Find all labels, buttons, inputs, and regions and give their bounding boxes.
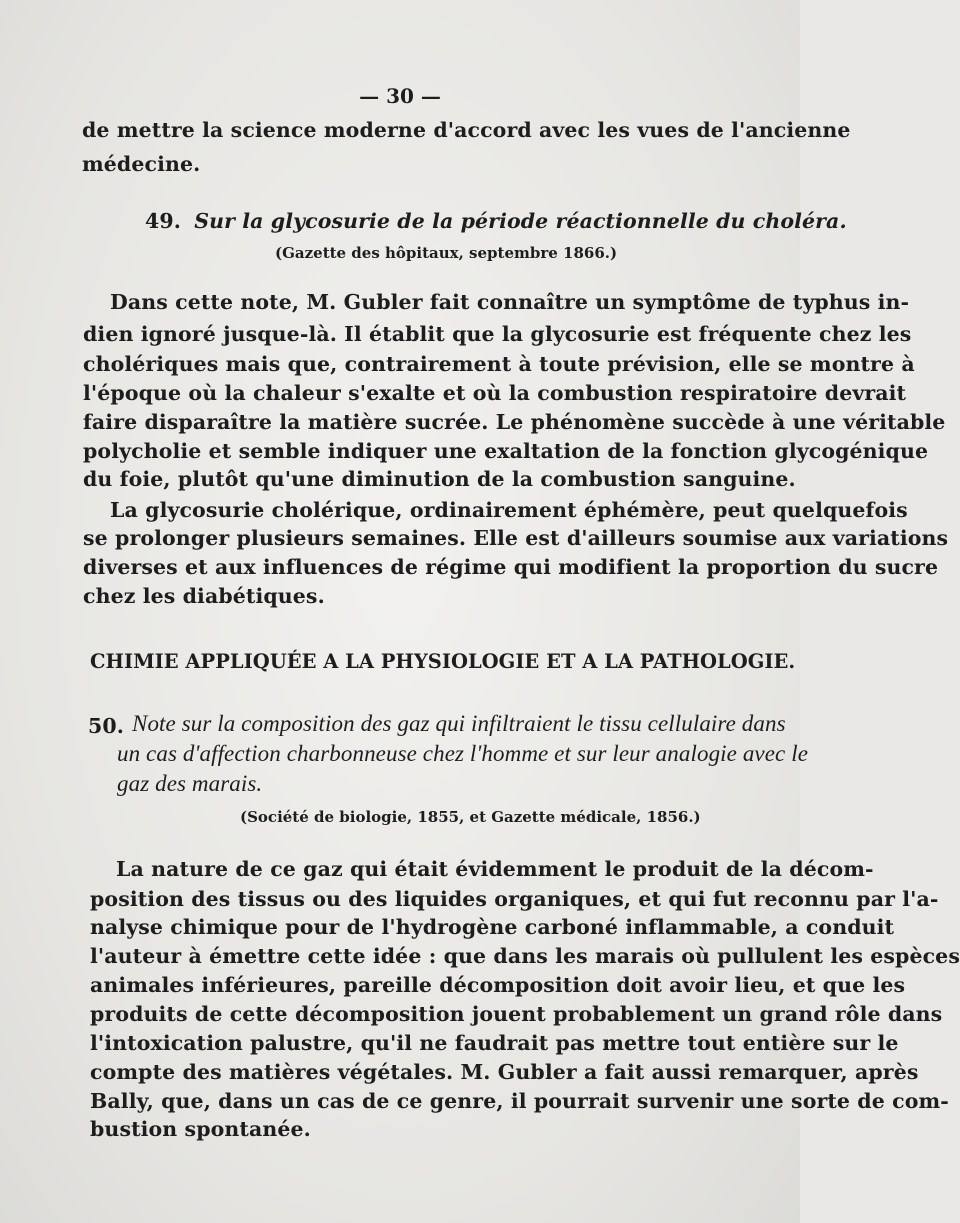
entry-50-paragraph-line: position des tissus ou des liquides organiques, et qui fut reconnu par l'a-	[90, 887, 939, 911]
entry-50-paragraph-line: compte des matières végétales. M. Gubler a fait aussi remarquer, après	[90, 1060, 919, 1084]
entry-49-source: (Gazette des hôpitaux, septembre 1866.)	[275, 244, 618, 262]
entry-49-p1-line: faire disparaître la matière sucrée. Le phénomène succède à une véritable	[83, 410, 946, 434]
entry-50-number: 50.	[88, 714, 124, 738]
entry-50-title-line: Note sur la composition des gaz qui infiltraient le tissu cellulaire dans	[132, 711, 786, 736]
entry-49-p2-line: diverses et aux influences de régime qui modifient la proportion du sucre	[83, 555, 939, 579]
entry-49-p1-line: cholériques mais que, contrairement à toute prévision, elle se montre à	[83, 352, 915, 376]
entry-49-p1-line: du foie, plutôt qu'une diminution de la combustion sanguine.	[83, 467, 796, 491]
entry-50-paragraph-line: l'auteur à émettre cette idée : que dans les marais où pullulent les espèces	[90, 944, 960, 968]
section-heading: CHIMIE APPLIQUÉE A LA PHYSIOLOGIE ET A LA PATHOLOGIE.	[90, 650, 796, 673]
entry-50-source: (Société de biologie, 1855, et Gazette médicale, 1856.)	[240, 808, 701, 826]
intro-line-2: médecine.	[82, 152, 201, 176]
entry-50-paragraph-line: bustion spontanée.	[90, 1117, 311, 1141]
entry-49-p1-line: polycholie et semble indiquer une exaltation de la fonction glycogénique	[83, 439, 929, 463]
entry-50-paragraph-line: animales inférieures, pareille décomposition doit avoir lieu, et que les	[90, 973, 906, 997]
intro-line-1: de mettre la science moderne d'accord avec les vues de l'ancienne	[82, 118, 851, 142]
entry-49-p2-line: se prolonger plusieurs semaines. Elle est d'ailleurs soumise aux variations	[83, 526, 949, 550]
entry-49-p2-line: chez les diabétiques.	[83, 584, 325, 608]
entry-50-paragraph-line: Bally, que, dans un cas de ce genre, il pourrait survenir une sorte de com-	[90, 1089, 949, 1113]
entry-50-title-line: gaz des marais.	[117, 771, 263, 796]
entry-49-p1-line: l'époque où la chaleur s'exalte et où la combustion respiratoire devrait	[83, 381, 907, 405]
entry-50-paragraph-line: nalyse chimique pour de l'hydrogène carboné inflammable, a conduit	[90, 915, 895, 939]
entry-49-heading	[145, 209, 847, 233]
entry-50-paragraph-line: l'intoxication palustre, qu'il ne faudrait pas mettre tout entière sur le	[90, 1031, 899, 1055]
entry-49-p2-line: La glycosurie cholérique, ordinairement éphémère, peut quelquefois	[110, 498, 908, 522]
entry-49-p1-line: Dans cette note, M. Gubler fait connaître un symptôme de typhus in-	[110, 290, 910, 314]
entry-50-title-line: un cas d'affection charbonneuse chez l'homme et sur leur analogie avec le	[117, 741, 808, 766]
entry-50-paragraph-line: produits de cette décomposition jouent probablement un grand rôle dans	[90, 1002, 943, 1026]
entry-49-number: 49.	[145, 209, 181, 233]
entry-49-p1-line: dien ignoré jusque-là. Il établit que la glycosurie est fréquente chez les	[83, 322, 912, 346]
entry-50-paragraph-line: La nature de ce gaz qui était évidemment le produit de la décom-	[116, 857, 874, 881]
entry-49-title: Sur la glycosurie de la période réactionnelle du choléra.	[194, 209, 847, 233]
page-number: — 30 —	[359, 84, 441, 108]
